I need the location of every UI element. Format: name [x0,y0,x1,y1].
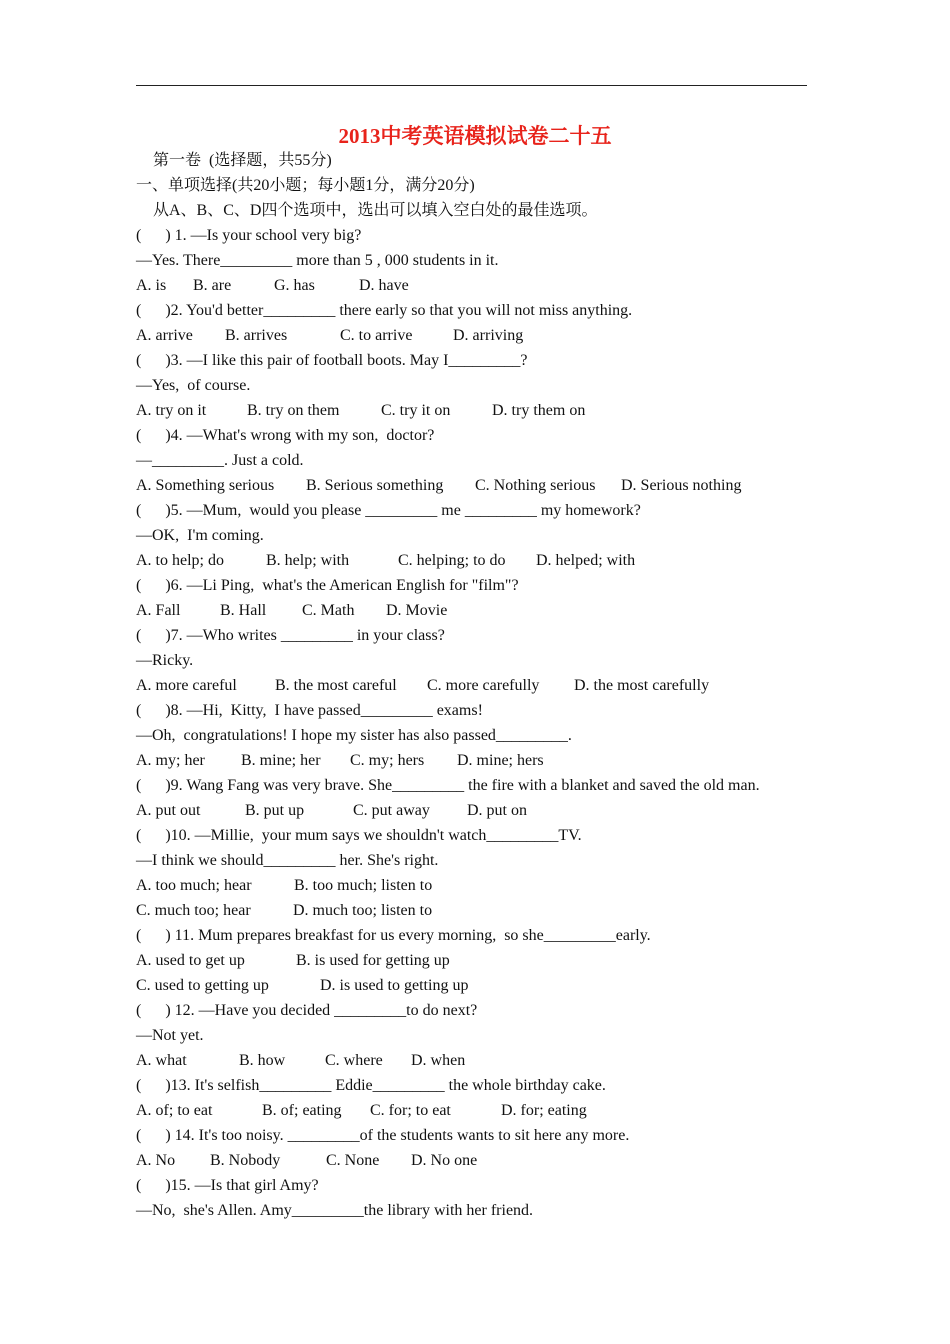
answer-option: B. Hall [220,602,267,619]
text-line [153,150,332,172]
answer-option: C. much too; hear [136,902,251,919]
answer-option: B. are [193,277,232,294]
answer-option: C. put away [353,802,430,819]
line-text: ( )10. —Millie, your mum says we shouldn't watch_________TV. [136,827,582,844]
line-text: —Not yet. [136,1027,204,1044]
text-line [136,1200,533,1222]
answer-option: C. to arrive [340,327,413,344]
answer-option: C. my; hers [350,752,425,769]
answer-option: C. Math [302,602,355,619]
text-line [136,225,361,247]
text-line [136,250,499,272]
answer-option: B. Nobody [210,1152,281,1169]
answer-option: B. help; with [266,552,350,569]
line-text: ( )5. —Mum, would you please _________ me _________ my homework? [136,502,641,519]
line-text: ( )7. —Who writes _________ in your class? [136,627,445,644]
answer-option: D. much too; listen to [293,902,433,919]
answer-option: C. used to getting up [136,977,269,994]
line-text: ( ) 14. It's too noisy. _________of the students wants to sit here any more. [136,1127,630,1144]
answer-option: D. try them on [492,402,586,419]
text-line [136,1025,204,1047]
answer-option: C. Nothing serious [475,477,596,494]
answer-option: A. put out [136,802,201,819]
line-text: —Yes. There_________ more than 5 , 000 students in it. [136,252,499,269]
text-line [136,525,264,547]
text-line [136,650,193,672]
answer-option: B. mine; her [241,752,321,769]
text-line [136,300,632,322]
answer-option: A. arrive [136,327,193,344]
text-line [136,350,528,372]
answer-option: D. have [359,277,409,294]
text-line [136,625,445,647]
text-line [136,775,760,797]
text-line [136,450,304,472]
line-text: —No, she's Allen. Amy_________the library with her friend. [136,1202,534,1219]
line-text: —I think we should_________ her. She's right. [136,852,439,869]
answer-option: A. Fall [136,602,181,619]
answer-option: D. mine; hers [457,752,544,769]
line-text: ( ) 1. —Is your school very big? [136,227,362,244]
text-line [136,175,475,197]
document-title: 2013中考英语模拟试卷二十五 [338,124,612,148]
line-text: ( )15. —Is that girl Amy? [136,1177,319,1194]
answer-option: B. the most careful [275,677,397,694]
answer-option: A. try on it [136,402,207,419]
text-line [136,500,641,522]
line-text: —Ricky. [136,652,194,669]
text-line [136,1125,629,1147]
text-line [136,575,519,597]
line-text: 从A、B、C、D四个选项中，选出可以填入空白处的最佳选项。 [153,202,598,219]
answer-option: D. for; eating [501,1102,587,1119]
text-line [136,1175,319,1197]
answer-option: G. has [274,277,315,294]
answer-option: C. try it on [381,402,451,419]
answer-option: B. Serious something [306,477,444,494]
answer-option: B. of; eating [262,1102,342,1119]
line-text: ( ) 12. —Have you decided _________to do next? [136,1002,478,1019]
text-line [136,825,582,847]
text-line [136,1000,477,1022]
answer-option: D. the most carefully [574,677,710,694]
answer-option: B. too much; listen to [294,877,433,894]
answer-option: A. is [136,277,167,294]
text-line [153,200,597,222]
answer-option: D. put on [467,802,527,819]
line-text: ( ) 11. Mum prepares breakfast for us every morning, so she_________early. [136,927,651,944]
answer-option: D. helped; with [536,552,636,569]
answer-option: A. too much; hear [136,877,252,894]
answer-option: B. how [239,1052,286,1069]
text-line [136,725,572,747]
line-text: ( )13. It's selfish_________ Eddie_________ the whole birthday cake. [136,1077,606,1094]
answer-option: C. where [325,1052,383,1069]
answer-option: B. try on them [247,402,340,419]
text-line [136,925,651,947]
answer-option: D. arriving [453,327,524,344]
answer-option: C. more carefully [427,677,540,694]
line-text: —Yes, of course. [136,377,251,394]
line-text: —OK, I'm coming. [136,527,264,544]
answer-option: C. for; to eat [370,1102,451,1119]
line-text: 一、单项选择(共20小题；每小题1分，满分20分) [136,177,475,194]
answer-option: A. what [136,1052,187,1069]
answer-option: D. No one [411,1152,478,1169]
answer-option: C. helping; to do [398,552,506,569]
text-line [136,850,438,872]
line-text: ( )2. You'd better_________ there early so that you will not miss anything. [136,302,633,319]
answer-option: A. No [136,1152,176,1169]
answer-option: B. is used for getting up [296,952,450,969]
header-rule [136,85,807,86]
answer-option: A. my; her [136,752,205,769]
answer-option: B. arrives [225,327,288,344]
text-line [136,375,250,397]
answer-option: D. is used to getting up [320,977,469,994]
line-text: —Oh, congratulations! I hope my sister has also passed_________. [136,727,572,744]
answer-option: A. of; to eat [136,1102,213,1119]
line-text: 第一卷 (选择题，共55分) [153,152,332,169]
line-text: ( )4. —What's wrong with my son, doctor? [136,427,435,444]
line-text: ( )8. —Hi, Kitty, I have passed_________ exams! [136,702,483,719]
answer-option: D. Movie [386,602,448,619]
line-text: —_________. Just a cold. [136,452,304,469]
answer-option: A. more careful [136,677,237,694]
answer-option: B. put up [245,802,305,819]
line-text: ( )9. Wang Fang was very brave. She_________ the fire with a blanket and saved the old man. [136,777,760,794]
line-text: ( )3. —I like this pair of football boots. May I_________? [136,352,528,369]
text-line [136,1075,606,1097]
answer-option: A. Something serious [136,477,275,494]
answer-option: A. used to get up [136,952,245,969]
line-text: ( )6. —Li Ping, what's the American English for "film"? [136,577,519,594]
answer-option: D. when [411,1052,466,1069]
text-line [136,700,483,722]
answer-option: C. None [326,1152,380,1169]
text-line [136,425,434,447]
answer-option: D. Serious nothing [621,477,742,494]
answer-option: A. to help; do [136,552,224,569]
